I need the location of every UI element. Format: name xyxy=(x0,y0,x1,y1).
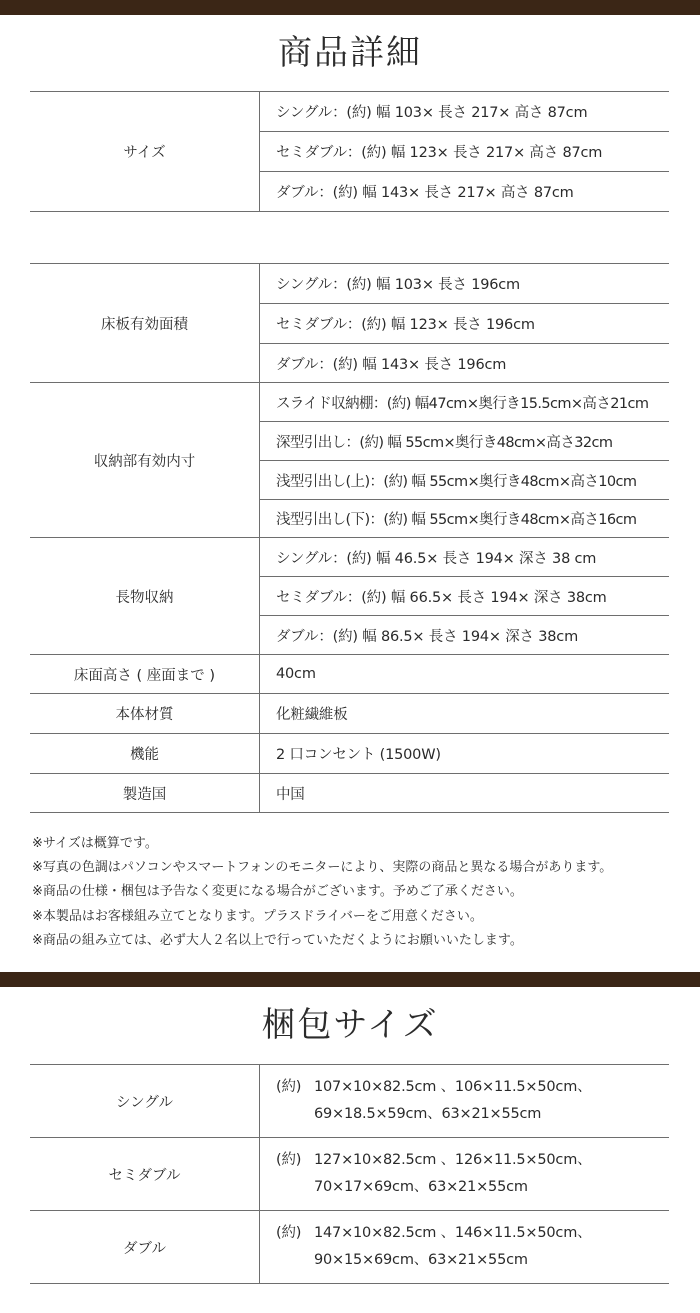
floor-area-double: ダブル：(約) 幅 143× 長さ 196cm xyxy=(260,344,670,383)
floor-area-label: 床板有効面積 xyxy=(30,264,260,383)
packing-table xyxy=(30,1064,669,1284)
approx-prefix: (約) xyxy=(276,1152,302,1168)
packing-line2: 90×15×69cm、63×21×55cm xyxy=(314,1252,528,1268)
note-item: ※商品の仕様・梱包は予告なく変更になる場合がございます。予めご了承ください。 xyxy=(32,884,523,900)
packing-line2: 69×18.5×59cm、63×21×55cm xyxy=(314,1106,542,1122)
packing-title: 梱包サイズ xyxy=(261,1005,439,1045)
packing-label-double: ダブル xyxy=(30,1211,260,1284)
storage-dims-label: 収納部有効内寸 xyxy=(30,383,260,538)
size-single: シングル：(約) 幅 103× 長さ 217× 高さ 87cm xyxy=(260,92,670,132)
packing-line1: 127×10×82.5cm 、126×11.5×50cm、 xyxy=(314,1152,592,1168)
long-storage-double: ダブル：(約) 幅 86.5× 長さ 194× 深さ 38cm xyxy=(260,616,670,655)
floor-area-semi-double: セミダブル：(約) 幅 123× 長さ 196cm xyxy=(260,304,670,344)
approx-prefix: (約) xyxy=(276,1079,302,1095)
note-item: ※本製品はお客様組み立てとなります。プラスドライバーをご用意ください。 xyxy=(32,908,483,924)
material-value: 化粧繊維板 xyxy=(260,694,670,734)
floor-height-label: 床面高さ ( 座面まで ) xyxy=(30,655,260,694)
origin-label: 製造国 xyxy=(30,774,260,813)
packing-line1: 107×10×82.5cm 、106×11.5×50cm、 xyxy=(314,1079,592,1095)
origin-value: 中国 xyxy=(260,774,670,813)
storage-shallow-drawer-upper: 浅型引出し(上)：(約) 幅 55cm×奥行き48cm×高さ10cm xyxy=(260,461,670,500)
spec-table xyxy=(30,263,669,813)
top-color-bar xyxy=(0,0,700,15)
floor-area-single: シングル：(約) 幅 103× 長さ 196cm xyxy=(260,264,670,304)
packing-label-semi-double: セミダブル xyxy=(30,1138,260,1211)
storage-shallow-drawer-lower: 浅型引出し(下)：(約) 幅 55cm×奥行き48cm×高さ16cm xyxy=(260,500,670,538)
long-storage-semi-double: セミダブル：(約) 幅 66.5× 長さ 194× 深さ 38cm xyxy=(260,577,670,616)
size-label: サイズ xyxy=(30,92,260,212)
packing-line2: 70×17×69cm、63×21×55cm xyxy=(314,1179,528,1195)
size-semi-double: セミダブル：(約) 幅 123× 長さ 217× 高さ 87cm xyxy=(260,132,670,172)
floor-height-value: 40cm xyxy=(260,655,670,694)
packing-label-single: シングル xyxy=(30,1065,260,1138)
approx-prefix: (約) xyxy=(276,1225,302,1241)
note-item: ※商品の組み立ては、必ず大人２名以上で行っていただくようにお願いいたします。 xyxy=(32,932,523,948)
details-title: 商品詳細 xyxy=(278,33,422,73)
function-value: 2 口コンセント (1500W) xyxy=(260,734,670,774)
storage-slide-shelf: スライド収納棚：(約) 幅47cm×奥行き15.5cm×高さ21cm xyxy=(260,383,670,422)
material-label: 本体材質 xyxy=(30,694,260,734)
long-storage-label: 長物収納 xyxy=(30,538,260,655)
note-item: ※写真の色調はパソコンやスマートフォンのモニターにより、実際の商品と異なる場合があります。 xyxy=(32,860,613,876)
function-label: 機能 xyxy=(30,734,260,774)
long-storage-single: シングル：(約) 幅 46.5× 長さ 194× 深さ 38 cm xyxy=(260,538,670,577)
packing-value-semi-double xyxy=(260,1138,670,1211)
packing-value-single xyxy=(260,1065,670,1138)
notes-block xyxy=(32,832,612,953)
size-double: ダブル：(約) 幅 143× 長さ 217× 高さ 87cm xyxy=(260,172,670,212)
packing-line1: 147×10×82.5cm 、146×11.5×50cm、 xyxy=(314,1225,592,1241)
note-item: ※サイズは概算です。 xyxy=(32,836,158,851)
storage-deep-drawer: 深型引出し：(約) 幅 55cm×奥行き48cm×高さ32cm xyxy=(260,422,670,461)
size-table xyxy=(30,91,669,212)
packing-value-double xyxy=(260,1211,670,1284)
section-divider-bar xyxy=(0,972,700,987)
